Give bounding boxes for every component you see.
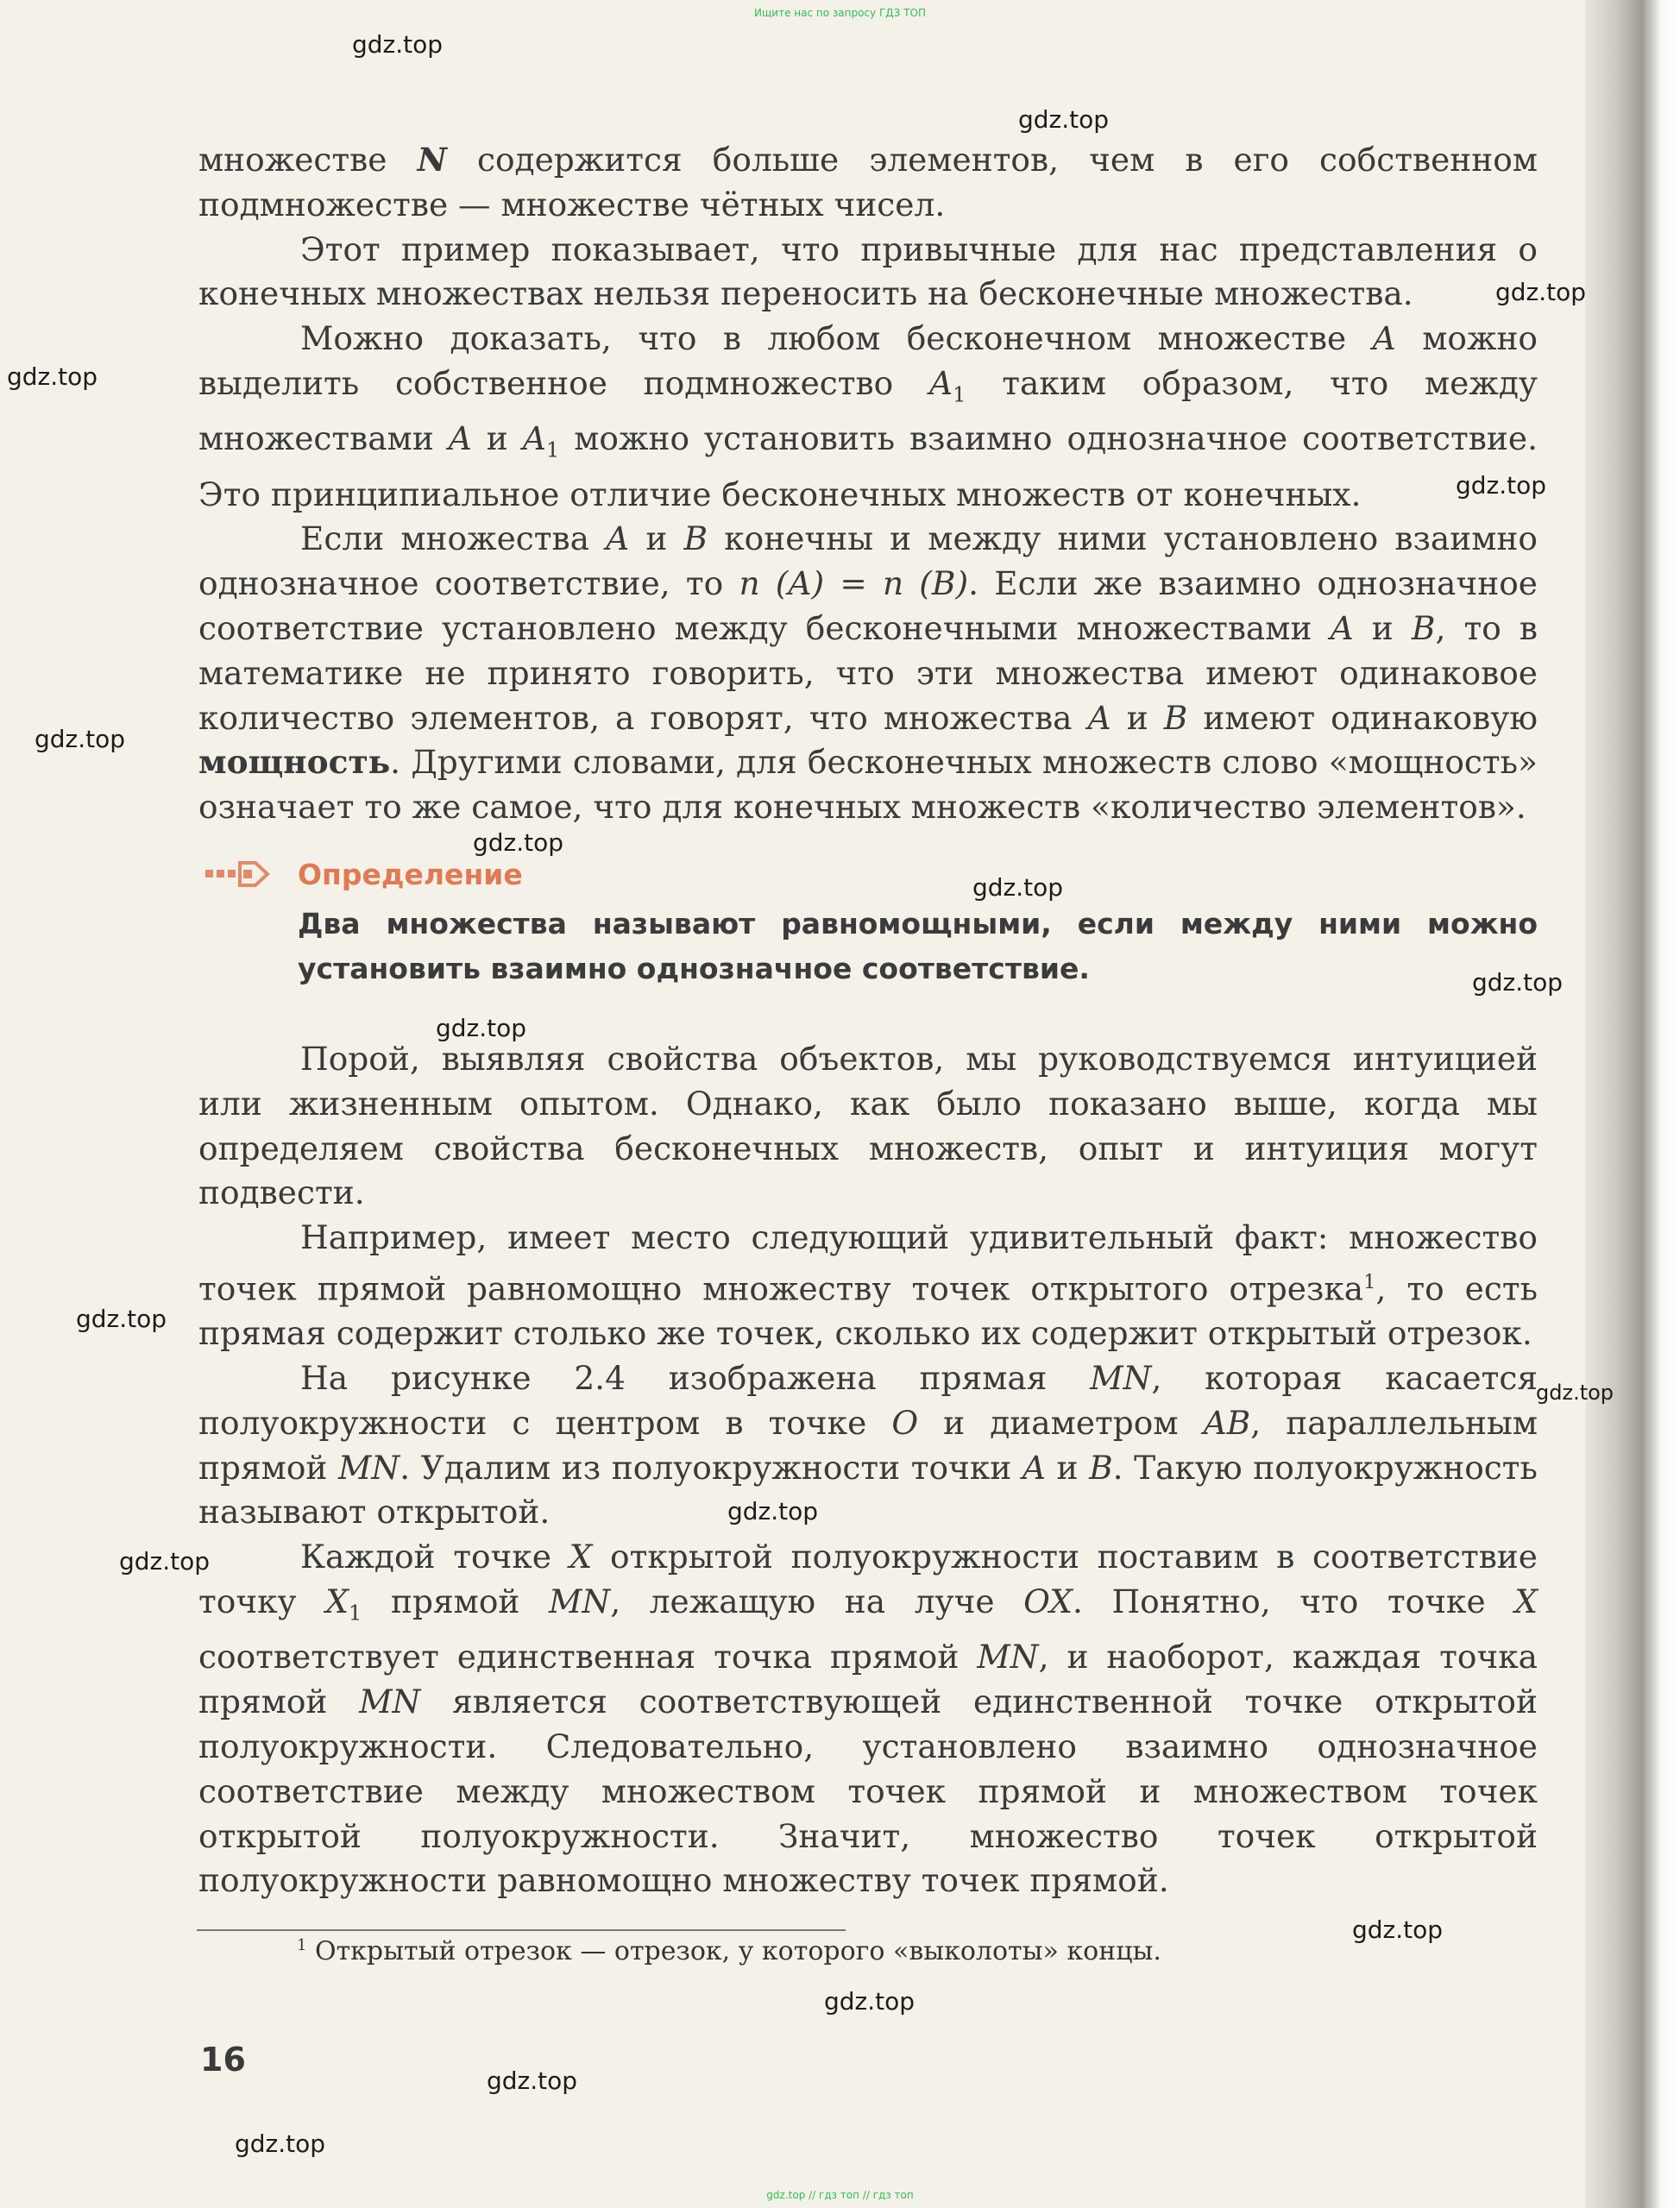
paragraph-8: Каждой точке X открытой полуокружности поставим в соответствие точку $X_1$ прямой MN, лежащую на луче OX. Понятно, что точке X соответствует единственная точка прямой MN, и наоборот, каждая точка прямой MN является соответствующей единственной точке открытой полуокружности. Следовательно, установлено взаимно однозначное соответствие между множеством точек прямой и множеством точек открытой полуокружности. Значит, множество точек открытой полуокружности равномощно множеству точек прямой. [198, 1538, 1538, 1900]
watermark: gdz.top [235, 2129, 326, 2158]
watermark: gdz.top [436, 1014, 527, 1042]
arrow-marker-icon [205, 858, 274, 892]
watermark: gdz.top [1456, 471, 1547, 500]
watermark: gdz.top [1352, 1915, 1444, 1944]
paragraph-5: Порой, выявляя свойства объектов, мы руководствуемся интуицией или жизненным опытом. Однако, как было показано выше, когда мы определяем свойства бесконечных множеств, опыт и интуиция могут подвести. [198, 1040, 1538, 1212]
definition-body: Два множества называют равномощными, если между ними можно установить взаимно однозначное соответствие. [298, 907, 1538, 985]
paragraph-1: множестве N содержится больше элементов, чем в его собственном подмножестве — множестве чётных чисел. [198, 141, 1538, 223]
text-block-bottom [198, 1037, 1538, 1903]
watermark: gdz.top [1472, 968, 1564, 997]
page-number: 16 [200, 2041, 246, 2079]
header-note: Ищите нас по запросу ГДЗ ТОП [754, 7, 926, 19]
text-block-top [198, 138, 1538, 830]
footnote: $^1$ Открытый отрезок — отрезок, у которого «выколоты» концы. [297, 1936, 1161, 1966]
footer-note: gdz.top // гдз топ // гдз топ [766, 2189, 914, 2201]
watermark: gdz.top [1018, 105, 1110, 134]
paragraph-2: Этот пример показывает, что привычные для нас представления о конечных множествах нельзя переносить на бесконечные множества. [198, 230, 1538, 313]
watermark: gdz.top [35, 725, 126, 753]
paragraph-4: Если множества A и B конечны и между ними установлено взаимно однозначное соответствие, то n (A) = n (B). Если же взаимно однозначное соответствие установлено между бесконечными множествами A и B, то в математике не принято говорить, что эти множества имеют одинаковое количество элементов, а говорят, что множества A и B имеют одинаковую мощность. Другими словами, для бесконечных множеств слово «мощность» означает то же самое, что для конечных множеств «количество элементов». [198, 519, 1538, 827]
paragraph-6: Например, имеет место следующий удивительный факт: множество точек прямой равномощно множеству точек открытого отрезка$^1$, то есть прямая содержит столько же точек, сколько их содержит открытый отрезок. [198, 1218, 1538, 1353]
watermark: gdz.top [7, 362, 98, 391]
watermark: gdz.top [487, 2066, 578, 2095]
watermark: gdz.top [1495, 278, 1587, 306]
watermark: gdz.top [473, 828, 564, 857]
watermark: gdz.top [972, 873, 1064, 902]
watermark: gdz.top [1536, 1381, 1614, 1405]
paragraph-7: На рисунке 2.4 изображена прямая MN, которая касается полуокружности с центром в точке O и диаметром AB, параллельным прямой MN. Удалим из полуокружности точки A и B. Такую полуокружность называют открытой. [198, 1359, 1538, 1532]
watermark: gdz.top [352, 30, 444, 59]
watermark: gdz.top [76, 1305, 167, 1333]
definition-title: Определение [298, 858, 523, 891]
watermark: gdz.top [119, 1547, 211, 1576]
footnote-divider [197, 1929, 846, 1931]
paragraph-3: Можно доказать, что в любом бесконечном множестве A можно выделить собственное подмножество $A_1$ таким образом, что между множествами A и $A_1$ можно установить взаимно однозначное соответствие. Это принципиальное отличие бесконечных множеств от конечных. [198, 319, 1538, 513]
page-binding-shadow [1585, 0, 1680, 2208]
watermark: gdz.top [824, 1987, 916, 2016]
watermark: gdz.top [727, 1497, 819, 1525]
